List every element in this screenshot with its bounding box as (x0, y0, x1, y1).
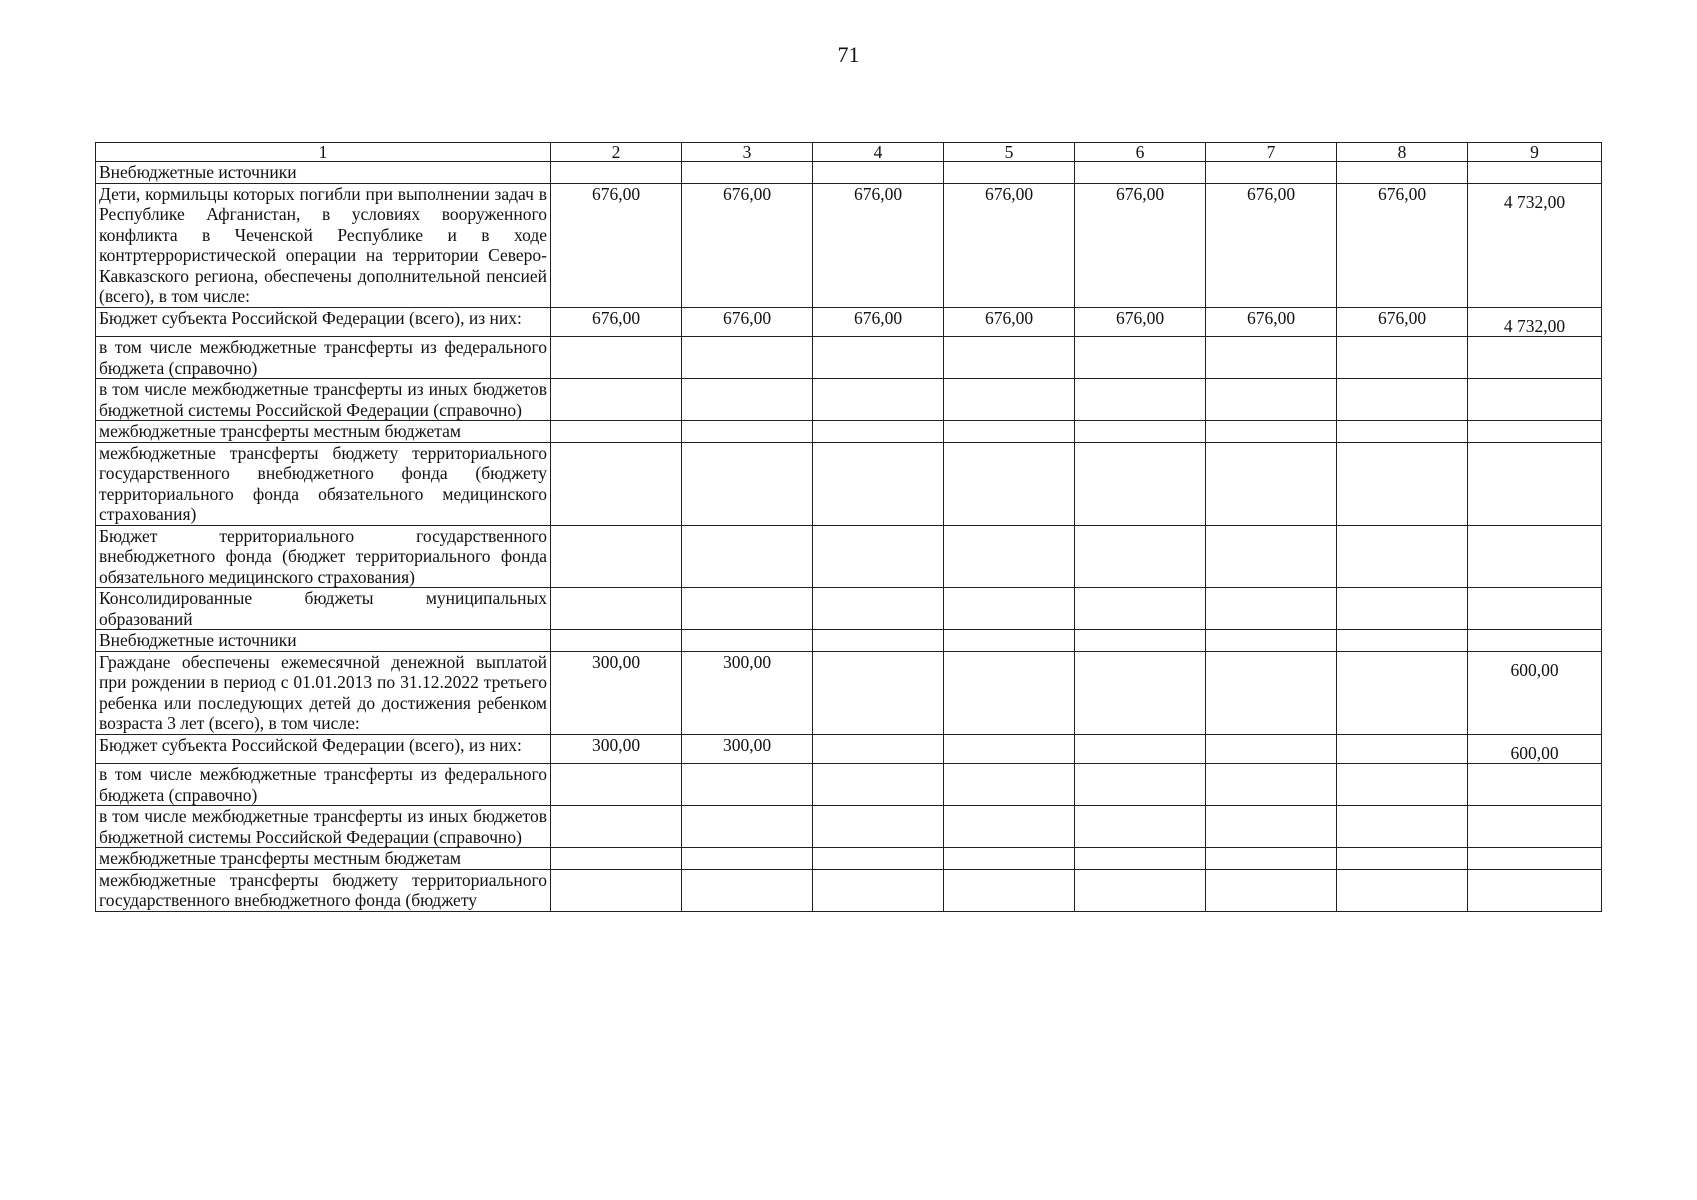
value-cell (1337, 806, 1468, 848)
value-cell (1468, 337, 1602, 379)
value-cell (813, 379, 944, 421)
value-cell (1075, 442, 1206, 525)
value-cell (813, 734, 944, 764)
value-cell (944, 379, 1075, 421)
value-cell (813, 525, 944, 588)
value-cell (1337, 337, 1468, 379)
value-cell (1468, 421, 1602, 443)
value-cell (1468, 869, 1602, 911)
value-cell: 676,00 (551, 183, 682, 307)
value-cell (944, 764, 1075, 806)
row-label: в том числе межбюджетные трансферты из федерального бюджета (справочно) (96, 764, 551, 806)
value-cell: 676,00 (944, 307, 1075, 337)
value-cell (1337, 379, 1468, 421)
row-label: межбюджетные трансферты бюджету территориального государственного внебюджетного фонда (бюджету территориального фонда обязательного медицинского страхования) (96, 442, 551, 525)
value-cell (1206, 651, 1337, 734)
value-cell (1468, 764, 1602, 806)
value-cell (551, 162, 682, 184)
value-cell (1075, 162, 1206, 184)
row-label: межбюджетные трансферты бюджету территориального государственного внебюджетного фонда (бюджету (96, 869, 551, 911)
value-cell (1206, 379, 1337, 421)
column-header: 4 (813, 143, 944, 162)
table-row (96, 734, 1602, 764)
row-label: межбюджетные трансферты местным бюджетам (96, 848, 551, 870)
value-cell: 600,00 (1468, 734, 1602, 764)
value-cell (1206, 525, 1337, 588)
value-cell (682, 588, 813, 630)
value-cell (1206, 764, 1337, 806)
value-cell (1337, 442, 1468, 525)
value-cell (1206, 421, 1337, 443)
column-header: 5 (944, 143, 1075, 162)
value-cell (813, 806, 944, 848)
value-cell: 676,00 (1206, 307, 1337, 337)
table-row (96, 848, 1602, 870)
value-cell (944, 630, 1075, 652)
value-cell (813, 869, 944, 911)
page-number: 71 (837, 42, 860, 67)
value-cell (944, 588, 1075, 630)
value-cell (1206, 337, 1337, 379)
value-cell (1337, 764, 1468, 806)
table-row (96, 630, 1602, 652)
row-label: в том числе межбюджетные трансферты из федерального бюджета (справочно) (96, 337, 551, 379)
value-cell: 676,00 (1075, 307, 1206, 337)
row-label: межбюджетные трансферты местным бюджетам (96, 421, 551, 443)
value-cell: 300,00 (551, 651, 682, 734)
value-cell (1075, 734, 1206, 764)
value-cell: 600,00 (1468, 651, 1602, 734)
value-cell (682, 421, 813, 443)
value-cell (944, 651, 1075, 734)
value-cell (1206, 630, 1337, 652)
value-cell (1337, 848, 1468, 870)
value-cell: 676,00 (1206, 183, 1337, 307)
column-header: 7 (1206, 143, 1337, 162)
value-cell (944, 848, 1075, 870)
value-cell (1337, 734, 1468, 764)
value-cell (1337, 869, 1468, 911)
value-cell (682, 525, 813, 588)
value-cell (551, 764, 682, 806)
value-cell (551, 525, 682, 588)
value-cell (1206, 848, 1337, 870)
value-cell (682, 162, 813, 184)
table-row (96, 183, 1602, 307)
table-row (96, 764, 1602, 806)
row-label: Консолидированные бюджеты муниципальных образований (96, 588, 551, 630)
value-cell (944, 162, 1075, 184)
row-label: Граждане обеспечены ежемесячной денежной выплатой при рождении в период с 01.01.2013 по 31.12.2022 третьего ребенка или последующих детей до достижения ребенком возраста 3 лет (всего), в том числе: (96, 651, 551, 734)
value-cell (1468, 848, 1602, 870)
value-cell: 676,00 (813, 307, 944, 337)
value-cell (944, 442, 1075, 525)
value-cell (944, 869, 1075, 911)
value-cell (813, 337, 944, 379)
column-header: 6 (1075, 143, 1206, 162)
value-cell (682, 806, 813, 848)
value-cell (1206, 806, 1337, 848)
value-cell (551, 337, 682, 379)
value-cell (682, 848, 813, 870)
value-cell (1468, 379, 1602, 421)
value-cell (813, 421, 944, 443)
column-header: 1 (96, 143, 551, 162)
header-row (96, 143, 1602, 162)
value-cell (682, 337, 813, 379)
table-row (96, 806, 1602, 848)
table-row (96, 651, 1602, 734)
value-cell (1468, 588, 1602, 630)
value-cell (1468, 442, 1602, 525)
row-label: в том числе межбюджетные трансферты из иных бюджетов бюджетной системы Российской Федерации (справочно) (96, 806, 551, 848)
value-cell (1337, 630, 1468, 652)
value-cell (682, 764, 813, 806)
row-label: Внебюджетные источники (96, 162, 551, 184)
value-cell (1468, 806, 1602, 848)
budget-table (95, 142, 1602, 912)
value-cell (1075, 421, 1206, 443)
row-label: Дети, кормильцы которых погибли при выполнении задач в Республике Афганистан, в условиях вооруженного конфликта в Чеченской Республике и в ходе контртеррористической операции на территории Северо-Кавказского региона, обеспечены дополнительной пенсией (всего), в том числе: (96, 183, 551, 307)
value-cell (813, 764, 944, 806)
value-cell (1337, 588, 1468, 630)
table-row (96, 869, 1602, 911)
value-cell (551, 848, 682, 870)
value-cell: 4 732,00 (1468, 307, 1602, 337)
value-cell (551, 379, 682, 421)
value-cell: 676,00 (1337, 183, 1468, 307)
value-cell (1206, 734, 1337, 764)
row-label: Внебюджетные источники (96, 630, 551, 652)
table-row (96, 442, 1602, 525)
column-header: 9 (1468, 143, 1602, 162)
value-cell (1075, 764, 1206, 806)
value-cell: 676,00 (813, 183, 944, 307)
value-cell (813, 630, 944, 652)
table-row (96, 421, 1602, 443)
table-row (96, 525, 1602, 588)
value-cell (1337, 421, 1468, 443)
value-cell: 676,00 (682, 183, 813, 307)
value-cell (813, 442, 944, 525)
value-cell: 676,00 (1075, 183, 1206, 307)
value-cell: 676,00 (944, 183, 1075, 307)
value-cell (944, 421, 1075, 443)
row-label: Бюджет территориального государственного внебюджетного фонда (бюджет территориального фонда обязательного медицинского страхования) (96, 525, 551, 588)
value-cell (1075, 525, 1206, 588)
column-header: 8 (1337, 143, 1468, 162)
value-cell (551, 421, 682, 443)
value-cell (1075, 337, 1206, 379)
value-cell: 300,00 (551, 734, 682, 764)
value-cell (1075, 588, 1206, 630)
value-cell (813, 588, 944, 630)
value-cell (551, 442, 682, 525)
value-cell (1206, 442, 1337, 525)
value-cell (551, 869, 682, 911)
value-cell (682, 379, 813, 421)
value-cell (682, 869, 813, 911)
row-label: Бюджет субъекта Российской Федерации (всего), из них: (96, 734, 551, 764)
value-cell: 300,00 (682, 734, 813, 764)
value-cell (1075, 651, 1206, 734)
value-cell (944, 525, 1075, 588)
value-cell: 676,00 (551, 307, 682, 337)
value-cell (1337, 525, 1468, 588)
column-header: 3 (682, 143, 813, 162)
table-row (96, 337, 1602, 379)
value-cell (1075, 848, 1206, 870)
value-cell (551, 588, 682, 630)
value-cell (1206, 588, 1337, 630)
value-cell (551, 806, 682, 848)
value-cell (1075, 379, 1206, 421)
value-cell: 4 732,00 (1468, 183, 1602, 307)
row-label: в том числе межбюджетные трансферты из иных бюджетов бюджетной системы Российской Федерации (справочно) (96, 379, 551, 421)
value-cell (1468, 525, 1602, 588)
value-cell (944, 806, 1075, 848)
value-cell (682, 442, 813, 525)
value-cell (551, 630, 682, 652)
table-row (96, 307, 1602, 337)
value-cell (1206, 869, 1337, 911)
value-cell (944, 734, 1075, 764)
value-cell (1468, 630, 1602, 652)
value-cell (1075, 806, 1206, 848)
table-body (96, 162, 1602, 912)
table-row (96, 588, 1602, 630)
value-cell (813, 162, 944, 184)
table-row (96, 379, 1602, 421)
value-cell (1337, 651, 1468, 734)
value-cell (1337, 162, 1468, 184)
value-cell (1075, 630, 1206, 652)
value-cell: 676,00 (1337, 307, 1468, 337)
column-header: 2 (551, 143, 682, 162)
value-cell (682, 630, 813, 652)
table-row (96, 162, 1602, 184)
value-cell: 300,00 (682, 651, 813, 734)
value-cell: 676,00 (682, 307, 813, 337)
value-cell (1468, 162, 1602, 184)
value-cell (1075, 869, 1206, 911)
value-cell (813, 848, 944, 870)
value-cell (1206, 162, 1337, 184)
value-cell (813, 651, 944, 734)
row-label: Бюджет субъекта Российской Федерации (всего), из них: (96, 307, 551, 337)
value-cell (944, 337, 1075, 379)
